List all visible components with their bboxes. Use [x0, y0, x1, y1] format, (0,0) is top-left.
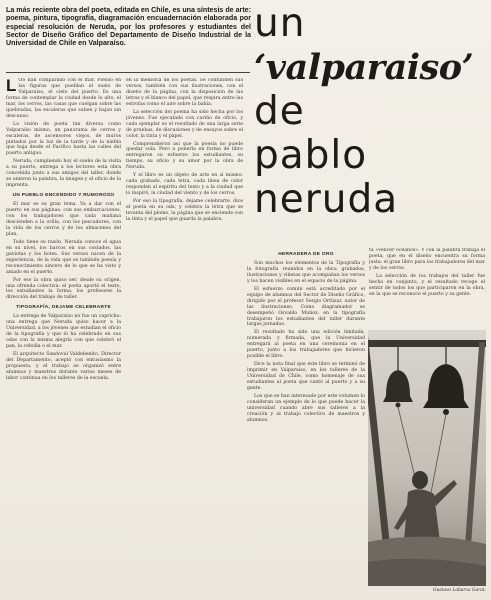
article-column-2 — [126, 78, 243, 590]
lede-paragraph: La más reciente obra del poeta, editada en Chile, es una síntesis de arte: poema, pintura, tipografía, diagramación encuadernación elaborada por especial resolución de Neruda, por los profesores y estudiantes del Sector de Diseño Gráfico del Departamento de Diseño Industrial de la Universidad de Chile en Valparaíso. — [6, 6, 251, 48]
article-paragraph: El mar es su gran tema. Va a dar con el puerto en sus páginas, con sus embarcaciones, con los trabajadores que cada mañana descienden a la orilla, con los pescadores, con la vida de los cerros y de los almacenes del plan. — [6, 202, 121, 237]
article-paragraph: La entrega de Valparaíso no fue un capricho: una entrega que Neruda quiso hacer a la Universidad, a los jóvenes que estudian el oficio de la tipografía y que él ha celebrado en sus odas con la misma alegría con que celebró el pan, la cebolla o el mar. — [6, 314, 121, 350]
article-column-3 — [247, 248, 365, 590]
author-signature: Gustavo Labarca Garat. — [432, 588, 486, 593]
photo-man-with-bells — [368, 330, 486, 586]
article-paragraph: Neruda, cumpliendo hoy el sueño de la visita a su puerto, entrega a los lectores esta obra concebida junto a sus amigos del taller, donde se unieron la palabra, la imagen y el oficio de la imprenta. — [6, 159, 121, 189]
article-paragraph: Los que se han interesado por este volumen lo consideran un ejemplo de lo que puede hacer la universidad cuando abre sus talleres a la creación y al trabajo colectivo de maestros y alumnos. — [247, 393, 365, 423]
headline — [254, 2, 489, 222]
headline-line-5: neruda — [254, 177, 399, 222]
article-paragraph: El resultado ha sido una edición limitada, numerada y firmada, que la Universidad entregará al poeta en una ceremonia en el puerto, junto a los trabajadores que hicieron posible el libro. — [247, 330, 365, 360]
article-paragraph: Por eso la tipografía, dejame celebrarte, dice el poeta en su oda, y celebra la letra que se levanta del plomo, la página que se enciende con la tinta y el papel que guarda la palabra. — [126, 199, 243, 222]
section-heading: HERRADERA DE ORO — [278, 252, 334, 257]
article-paragraph: Comprendieron así que la poesía no puede quedar sola. Pero a ponerla en forma de libro entregaron su esfuerzo los estudiantes, su tiempo, su oficio y su amor por la obra de Neruda. — [126, 141, 243, 171]
headline-line-2: ‘valparaiso’ — [254, 47, 474, 88]
headline-line-1: un — [254, 1, 306, 46]
headline-line-4: pablo — [254, 133, 368, 178]
bells-photo-illustration — [368, 330, 486, 586]
lede-divider — [6, 72, 250, 73]
article-paragraph: La selección del poema ha sido hecha por los jóvenes. Fue ejecutado con cariño de oficio, y cada ejemplar es el resultado de una larga serie de pruebas, de discusiones y de ensayos sobre el color, la tinta y el papel. — [126, 109, 243, 139]
article-paragraph: Son muchos los elementos de la Tipografía y la fotografía reunidos en la obra: grabados, ilustraciones y viñetas que acompañan los versos y los hacen visibles en el espacio de la página. — [247, 260, 365, 284]
article-paragraph: El esfuerzo común está acreditado por el equipo de alumnos del Sector de Diseño Gráfico, dirigido por el profesor Sergio Ortúzar, autor de las ilustraciones. Como diagramador se desempeñó Osvaldo Muñoz; en la tipografía trabajaron los estudiantes del taller durante largas jornadas. — [247, 286, 365, 328]
article-paragraph: La visión de poeta tan diversa como Valparaíso mismo, un panorama de cerros y escaleras, de ascensores viejos, de muros pintados por la luz de la tarde y de la niebla que baja desde el Pacífico hasta las calles del puerto antiguo. — [6, 121, 121, 157]
headline-line-3: de — [254, 89, 305, 134]
article-paragraph: Todo tiene su razón. Neruda conoce el agua en su nivel, los barcos en sus costados, las gaviotas y los botes. Sus versos nacen de la experiencia, de la vida que es también poesía y reconocimiento sincero de lo que se ha visto y amado en el puerto. — [6, 239, 121, 275]
article-paragraph: Por eso la obra quiso ser, desde su origen, una ofrenda colectiva: el poeta aportó el texto, los estudiantes la forma, los profesores la dirección del trabajo de taller. — [6, 277, 121, 301]
section-heading: TIPOGRAFÍA, DEJAME CELEBRARTE — [15, 305, 112, 311]
article-paragraph: La selección de los trabajos del taller fue hecha en conjunto, y el resultado recoge el sentir de todos los que participaron en la obra, en la que se reconoce el puerto y su gente. — [369, 273, 485, 297]
article-paragraph: Dice la nota final que este libro se terminó de imprimir en Valparaíso, en los talleres de la Universidad de Chile, como homenaje de sus estudiantes al poeta que cantó al puerto y a su gente. — [247, 362, 365, 392]
article-paragraph — [6, 78, 121, 120]
article-column-1 — [6, 78, 121, 590]
drop-cap: L — [6, 78, 17, 95]
article-column-4 — [369, 248, 485, 328]
article-paragraph: en la memoria de los poetas. Se confunden sus versos, también con sus ilustraciones, con el diseño de la página, con la disposición de las letras y el blanco del papel, que respira entre las estrofas como el aire sobre la bahía. — [126, 78, 243, 107]
article-paragraph: Y el libro es un objeto de arte en sí mismo: cada grabado, cada letra, cada línea de color responden al espíritu del texto y a la ciudad que lo inspiró, la ciudad del viento y de los cerros. — [126, 173, 243, 197]
article-paragraph: ta «vencer océanos». Y con la palabra trabaja el poeta, que en el diseño encuentra su forma justa: el gran libro para los trabajadores del mar y de los cerros. — [369, 248, 485, 271]
article-paragraph: El arquitecto Sandoval Valdebenito, Director del Departamento, aceptó con entusiasmo la propuesta, y el trabajo se organizó entre alumnos y maestros durante varios meses de labor continua en los talleres de la escuela. — [6, 352, 121, 381]
article-text: OS han comparado con el mar. Pienso en las figuras que pueblan el suelo de Valparaíso, el cielo del puerto. Es una forma de contemplar la ciudad desde lo alto, el mar, los cerros, las casas que cuelgan sobre las quebradas, las escaleras que suben y bajan sin descanso. — [6, 78, 121, 119]
section-heading: UN PUEBLO ENCENDIDO Y RUMOROSO — [12, 193, 115, 199]
